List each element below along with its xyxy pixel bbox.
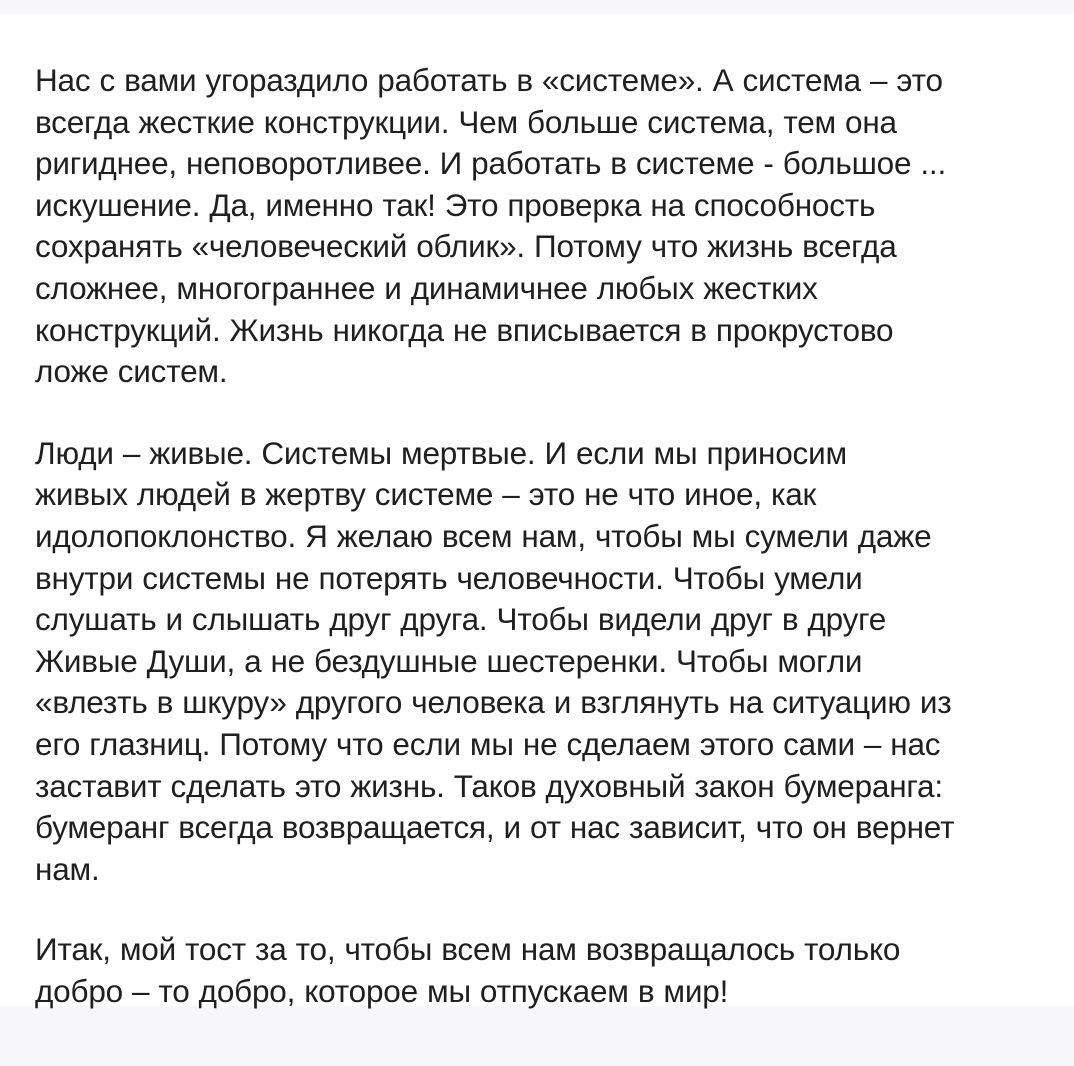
text-line: добро – то добро, которое мы отпускаем в мир! xyxy=(35,972,729,1009)
text-line: Живые Души, а не бездушные шестеренки. Чтобы могли xyxy=(35,642,863,679)
text-line: живых людей в жертву системе – это не что иное, как xyxy=(35,476,817,513)
paragraph-3 xyxy=(35,929,1054,1012)
text-line: Нас с вами угораздило работать в «системе». А система – это xyxy=(35,62,943,98)
text-line: его глазниц. Потому что если мы не сделаем этого сами – нас xyxy=(35,725,941,762)
text-line: бумеранг всегда возвращается, и от нас зависит, что он вернет xyxy=(35,809,955,846)
text-line: всегда жесткие конструкции. Чем больше система, тем она xyxy=(35,103,897,140)
text-line: искушение. Да, именно так! Это проверка на способность xyxy=(35,186,876,223)
text-line: сложнее, многограннее и динамичнее любых жестких xyxy=(35,269,818,306)
paragraph-1 xyxy=(35,60,1054,393)
text-line: сохранять «человеческий облик». Потому что жизнь всегда xyxy=(35,228,897,265)
text-line: ложе систем. xyxy=(35,353,228,390)
text-line: «влезть в шкуру» другого человека и взглянуть на ситуацию из xyxy=(35,684,952,721)
text-line: ригиднее, неповоротливее. И работать в системе - большое ... xyxy=(35,145,946,182)
text-line: Итак, мой тост за то, чтобы всем нам возвращалось только xyxy=(35,931,901,968)
text-line: Люди – живые. Системы мертвые. И если мы приносим xyxy=(35,434,847,471)
text-line: конструкций. Жизнь никогда не вписывается в прокрустово xyxy=(35,311,894,348)
text-line: нам. xyxy=(35,850,100,887)
paragraph-2 xyxy=(35,433,1054,891)
text-line: слушать и слышать друг друга. Чтобы видели друг в друге xyxy=(35,601,887,638)
text-card xyxy=(0,14,1074,1009)
text-line: внутри системы не потерять человечности. Чтобы умели xyxy=(35,559,863,596)
text-line: заставит сделать это жизнь. Таков духовный закон бумеранга: xyxy=(35,767,943,804)
text-line: идолопоклонство. Я желаю всем нам, чтобы мы сумели даже xyxy=(35,517,932,554)
